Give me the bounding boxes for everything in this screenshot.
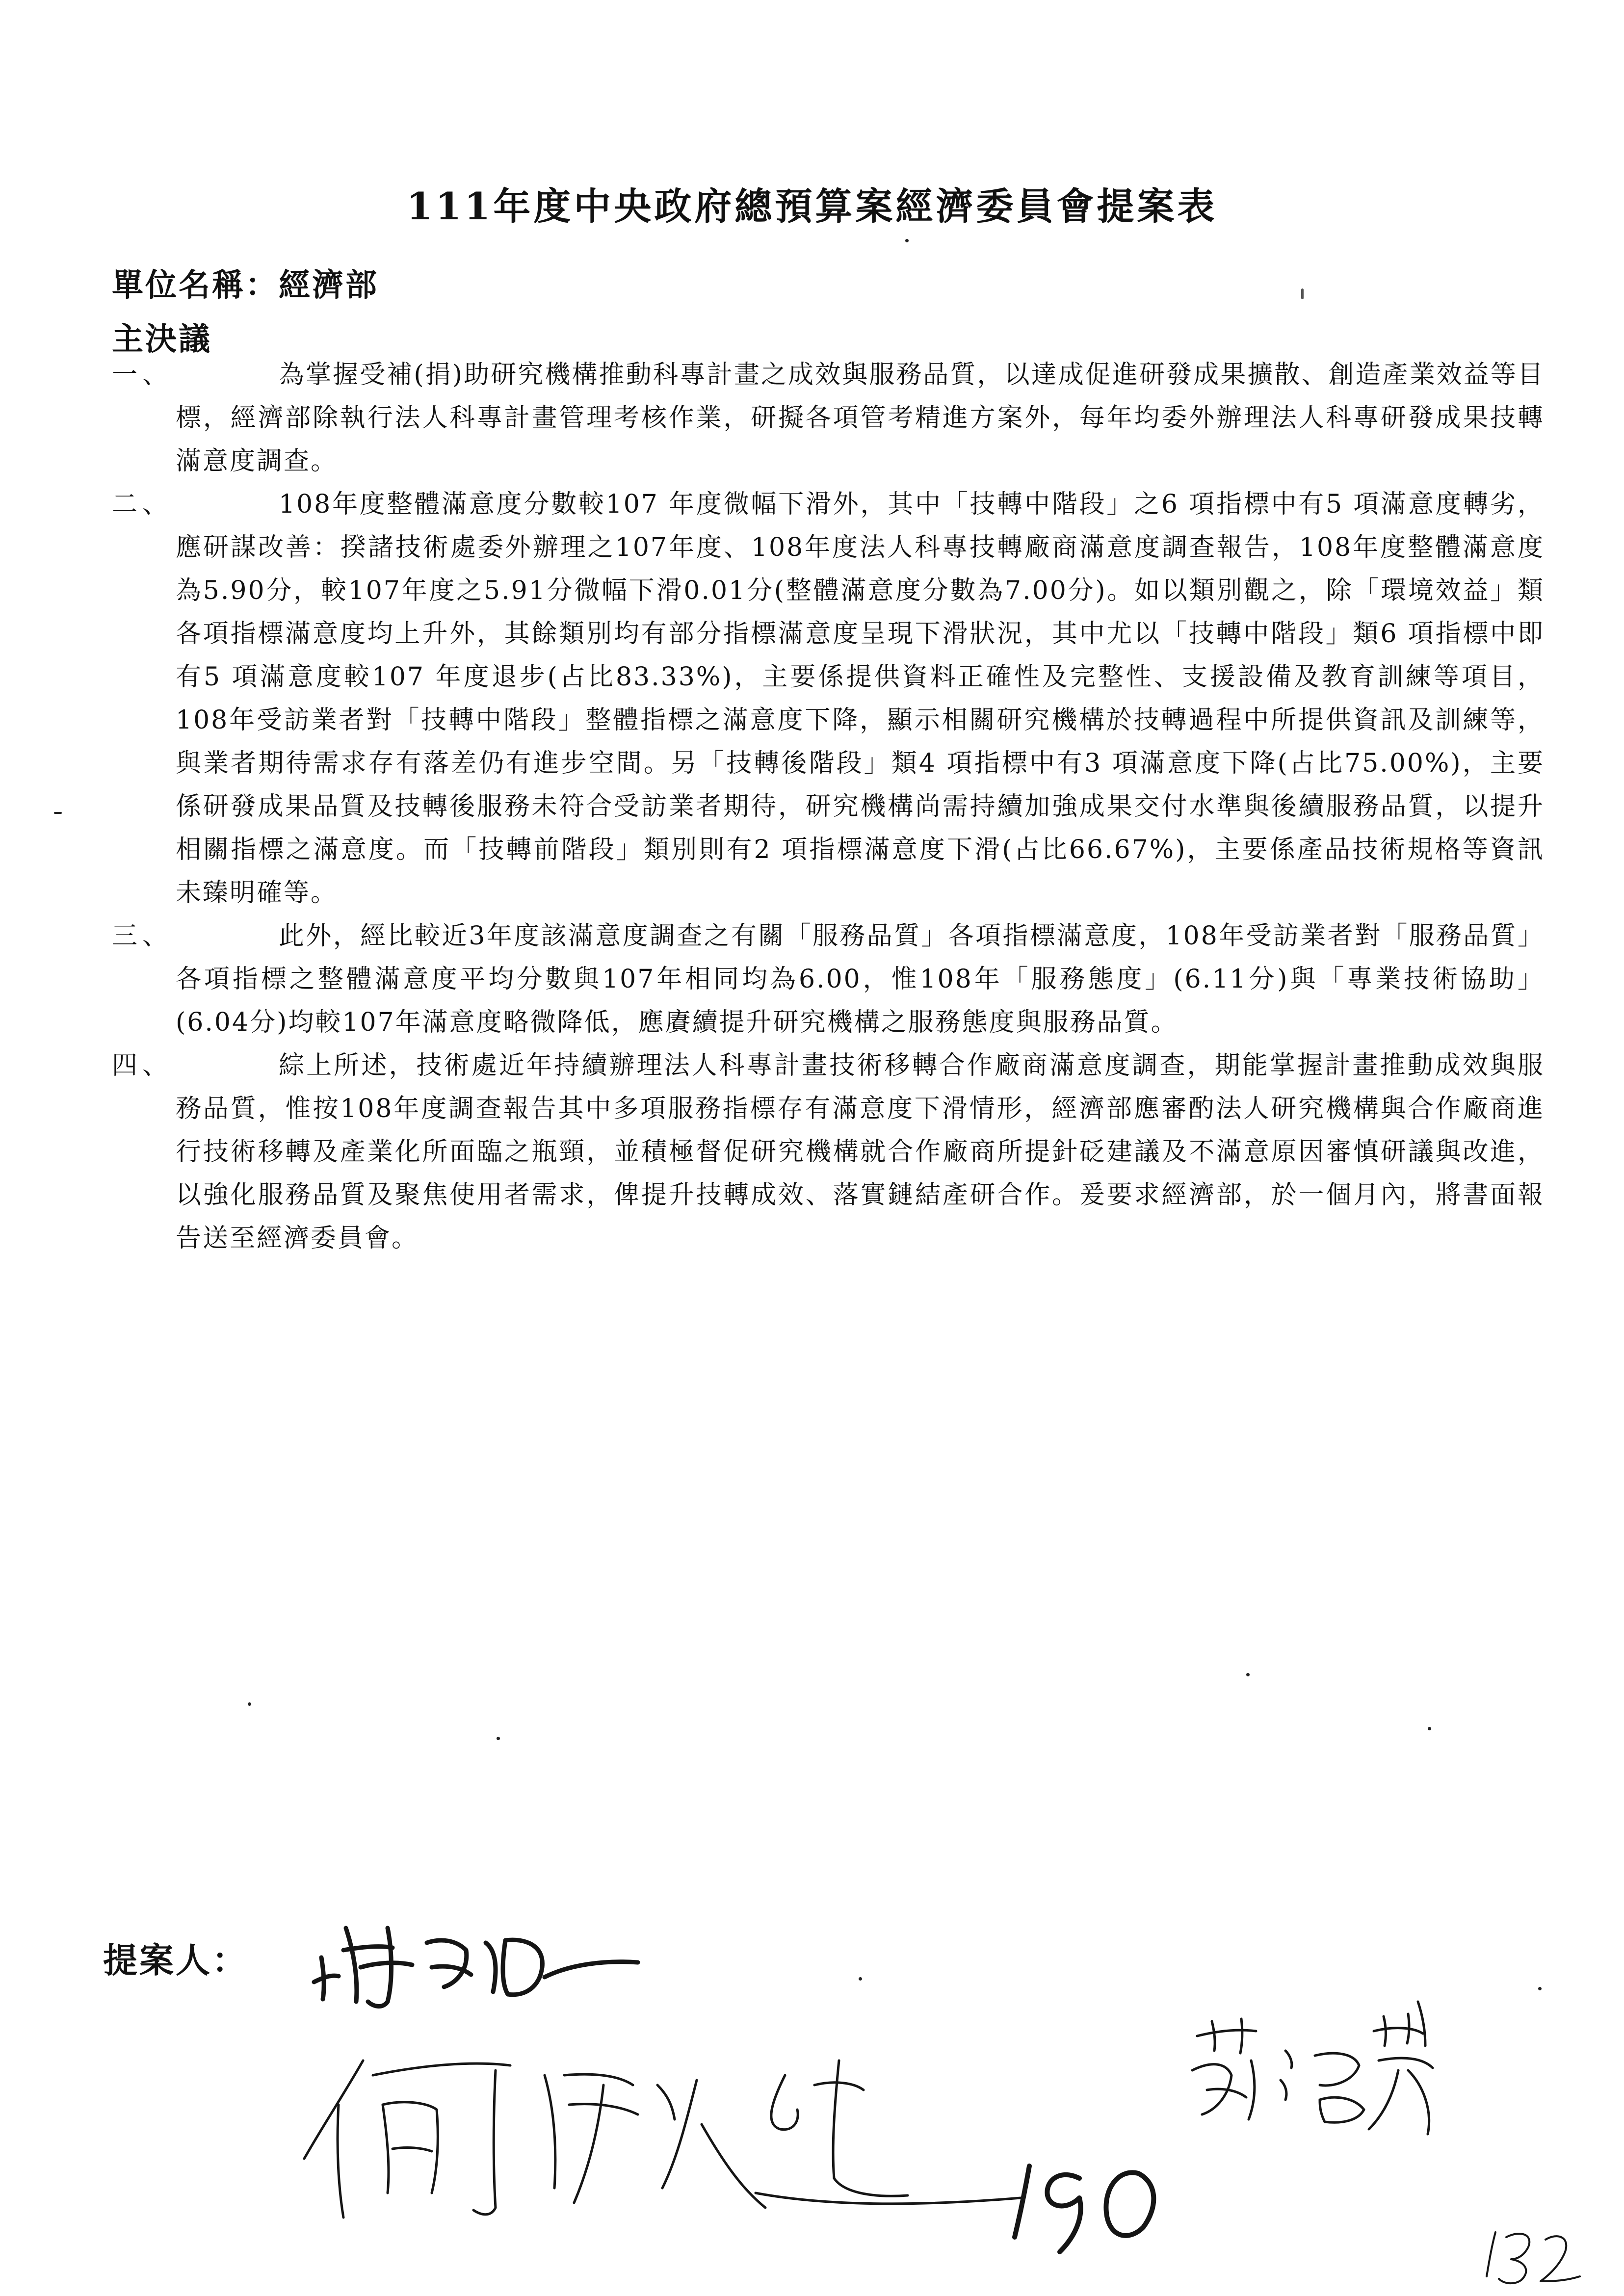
handwritten-signature-3 [1192,2002,1433,2134]
item-text: 108年度整體滿意度分數較107 年度微幅下滑外，其中「技轉中階段」之6 項指標中有5 項滿意度轉劣，應研謀改善：揆諸技術處委外辦理之107年度、108年度法人科專技轉廠商滿意度調查報告，108年度整體滿意度為5.90分，較107年度之5.91分微幅下滑0.01分(整體滿意度分數為7.00分)。如以類別觀之，除「環境效益」類各項指標滿意度均上升外，其餘類別均有部分指標滿意度呈現下滑狀況，其中尤以「技轉中階段」類6 項指標中即有5 項滿意度較107 年度退步(占比83.33%)，主要係提供資料正確性及完整性、支援設備及教育訓練等項目，108年受訪業者對「技轉中階段」整體指標之滿意度下降，顯示相關研究機構於技轉過程中所提供資訊及訓練等，與業者期待需求存有落差仍有進步空間。另「技轉後階段」類4 項指標中有3 項滿意度下降(占比75.00%)，主要係研發成果品質及技轉後服務未符合受訪業者期待，研究機構尚需持續加強成果交付水準與後續服務品質，以提升相關指標之滿意度。而「技轉前階段」類別則有2 項指標滿意度下滑(占比66.67%)，主要係產品技術規格等資訊未臻明確等。 [176,490,1545,908]
main-resolution-heading: 主決議 [112,321,212,358]
unit-name: 單位名稱：經濟部 [112,267,379,304]
proposer-label: 提案人： [103,1940,248,1981]
scan-speck [248,1702,251,1706]
scan-speck [1301,288,1304,299]
document-title: 111年度中央政府總預算案經濟委員會提案表 [406,184,1218,228]
handwritten-signature-1 [314,1928,638,2006]
item-number: 三、 [112,921,173,951]
scan-speck [905,239,909,242]
scan-speck [1246,1673,1250,1676]
scan-speck [1538,1987,1542,1990]
scan-speck [54,812,62,814]
handwritten-number-190 [1015,2166,1153,2252]
item-text: 為掌握受補(捐)助研究機構推動科專計畫之成效與服務品質，以達成促進研發成果擴散、創造產業效益等目標，經濟部除執行法人科專計畫管理考核作業，研擬各項管考精進方案外，每年均委外辦理法人科專研發成果技轉滿意度調查。 [176,360,1545,476]
item-text: 綜上所述，技術處近年持續辦理法人科專計畫技術移轉合作廠商滿意度調查，期能掌握計畫推動成效與服務品質，惟按108年度調查報告其中多項服務指標存有滿意度下滑情形，經濟部應審酌法人研究機構與合作廠商進行技術移轉及產業化所面臨之瓶頸，並積極督促研究機構就合作廠商所提針砭建議及不滿意原因審慎研議與改進，以強化服務品質及聚焦使用者需求，俾提升技轉成效、落實鏈結產研合作。爰要求經濟部，於一個月內，將書面報告送至經濟委員會。 [176,1051,1545,1253]
item-number: 四、 [112,1051,173,1080]
scan-speck [497,1737,500,1740]
item-text: 此外，經比較近3年度該滿意度調查之有關「服務品質」各項指標滿意度，108年受訪業者對「服務品質」各項指標之整體滿意度平均分數與107年相同均為6.00，惟108年「服務態度」(6.11分)與「專業技術協助」(6.04分)均較107年滿意度略微降低，應賡續提升研究機構之服務態度與服務品質。 [176,921,1545,1037]
handwritten-page-number [1487,2232,1580,2283]
item-number: 二、 [112,490,173,519]
scan-speck [859,1977,862,1981]
scan-speck [1428,1727,1431,1730]
item-number: 一、 [112,360,173,390]
handwritten-signature-2 [304,2061,1021,2218]
